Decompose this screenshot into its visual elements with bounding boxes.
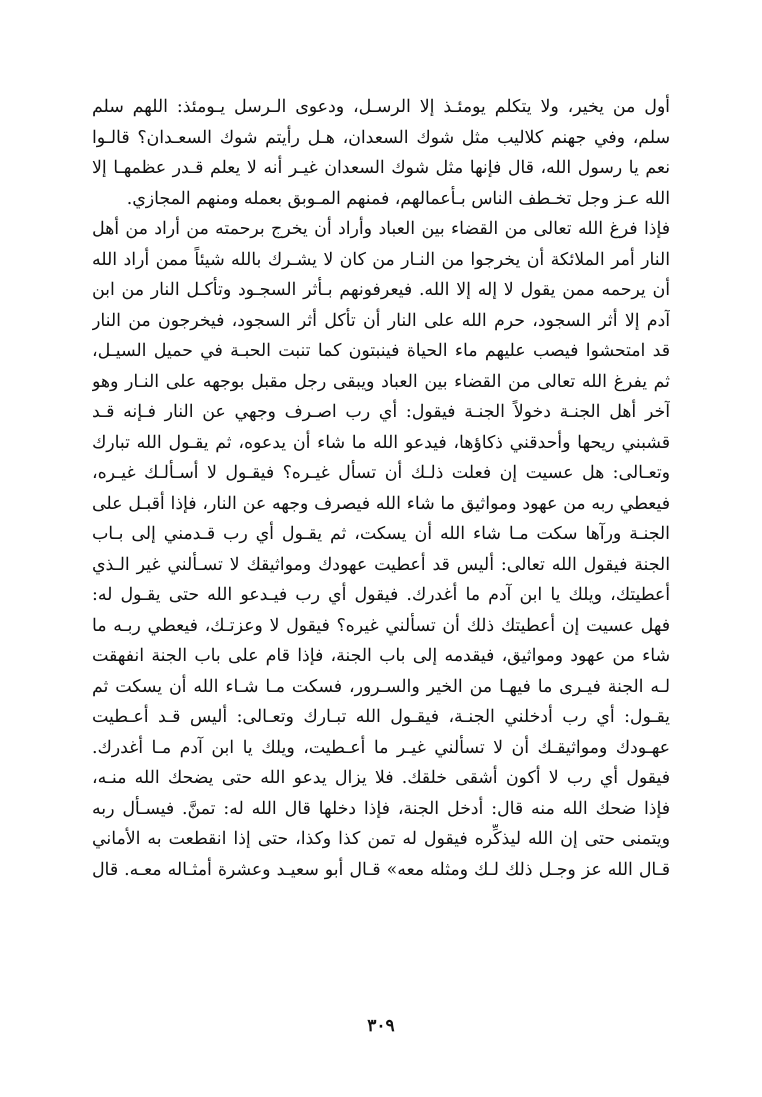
text-line: ثم يفرغ الله تعالى من القضاء بين العباد ويبقى رجل مقبل بوجهه على النـار وهو [92,371,670,392]
text-line: قـال الله عز وجـل ذلك لـك ومثله معه» قـال أبو سعيـد وعشرة أمثـاله معـه. قال [92,859,670,880]
body-text [92,92,670,885]
text-line: شاء من عهود ومواثيق، فيقدمه إلى باب الجنة، فإذا قام على باب الجنة انفهقت [92,646,670,666]
text-line: أول من يخير، ولا يتكلم يومئـذ إلا الرسـل، ودعوى الـرسل يـومئذ: اللهم سلم [92,97,670,117]
page-number: ٣٠٩ [367,1016,395,1036]
text-line: فيعطي ربه من عهود ومواثيق ما شاء الله فيصرف وجهه عن النار، فإذا أقبـل على [92,493,670,514]
text-line: ويتمنى حتى إن الله ليذكِّره فيقول له تمن كذا وكذا، حتى إذا انقطعت به الأماني [92,829,670,849]
text-line: آدم إلا أثر السجود، حرم الله على النار أن تأكل أثر السجود، فيخرجون من النار [92,310,670,331]
text-line: الجنة فيقول الله تعالى: أليس قد أعطيت عهودك ومواثيقك لا تسـألني غير الـذي [92,554,670,575]
text-line: عهـودك ومواثيقـك أن لا تسألني غيـر ما أعـطيت، ويلك يا ابن آدم مـا أغدرك. [92,737,670,758]
text-line: النار أمر الملائكة أن يخرجوا من النـار من كان لا يشـرك بالله شيئاً ممن أراد الله [92,249,670,270]
text-line: أن يرحمه ممن يقول لا إله إلا الله. فيعرفونهم بـأثر السجـود وتأكـل النار من ابن [92,280,670,300]
text-line: وتعـالى: هل عسيت إن فعلت ذلـك أن تسأل غيـره؟ فيقـول لا أسـألـك غيـره، [92,463,670,483]
text-line: قد امتحشوا فيصب عليهم ماء الحياة فينبتون كما تنبت الحبـة في حميل السيـل، [92,341,670,361]
text-line: الجنـة ورآها سكت مـا شاء الله أن يسكت، ثم يقـول أي رب قـدمني إلى بـاب [92,524,670,544]
text-line: سلم، وفي جهنم كلاليب مثل شوك السعدان، هـل رأيتم شوك السعـدان؟ قالـوا [92,127,670,148]
text-line: فيقول أي رب لا أكون أشقى خلقك. فلا يزال يدعو الله حتى يضحك الله منـه، [92,768,670,788]
text-line: فهل عسيت إن أعطيتك ذلك أن تسألني غيره؟ فيقول لا وعزتـك، فيعطي ربـه ما [92,615,670,636]
text-line: أعطيتك، ويلك يا ابن آدم ما أغدرك. فيقول أي رب فيـدعو الله حتى يقـول له: [92,585,670,605]
text-line: نعم يا رسول الله، قال فإنها مثل شوك السعدان غيـر أنه لا يعلم قـدر عظمهـا إلا [92,158,670,178]
text-line: قشبني ريحها وأحدقني ذكاؤها، فيدعو الله ما شاء أن يدعوه، ثم يقـول الله تبارك [92,432,670,453]
text-line: فإذا ضحك الله منه قال: أدخل الجنة، فإذا دخلها قال الله له: تمنَّ. فيسـأل ربه [92,798,670,819]
text-line: فإذا فرغ الله تعالى من القضاء بين العباد وأراد أن يخرج برحمته من أراد من أهل [92,219,670,239]
text-line: يقـول: أي رب أدخلني الجنـة، فيقـول الله تبـارك وتعـالى: أليس قـد أعـطيت [92,707,670,727]
text-line: لـه الجنة فيـرى ما فيهـا من الخير والسـرور، فسكت مـا شـاء الله أن يسكت ثم [92,676,670,697]
text-line: آخر أهل الجنـة دخولاً الجنـة فيقول: أي رب اصـرف وجهي عن النار فـإنه قـد [92,402,670,422]
text-line: الله عـز وجل تخـطف الناس بـأعمالهم، فمنهم المـوبق بعمله ومنهم المجازي. [126,188,670,209]
